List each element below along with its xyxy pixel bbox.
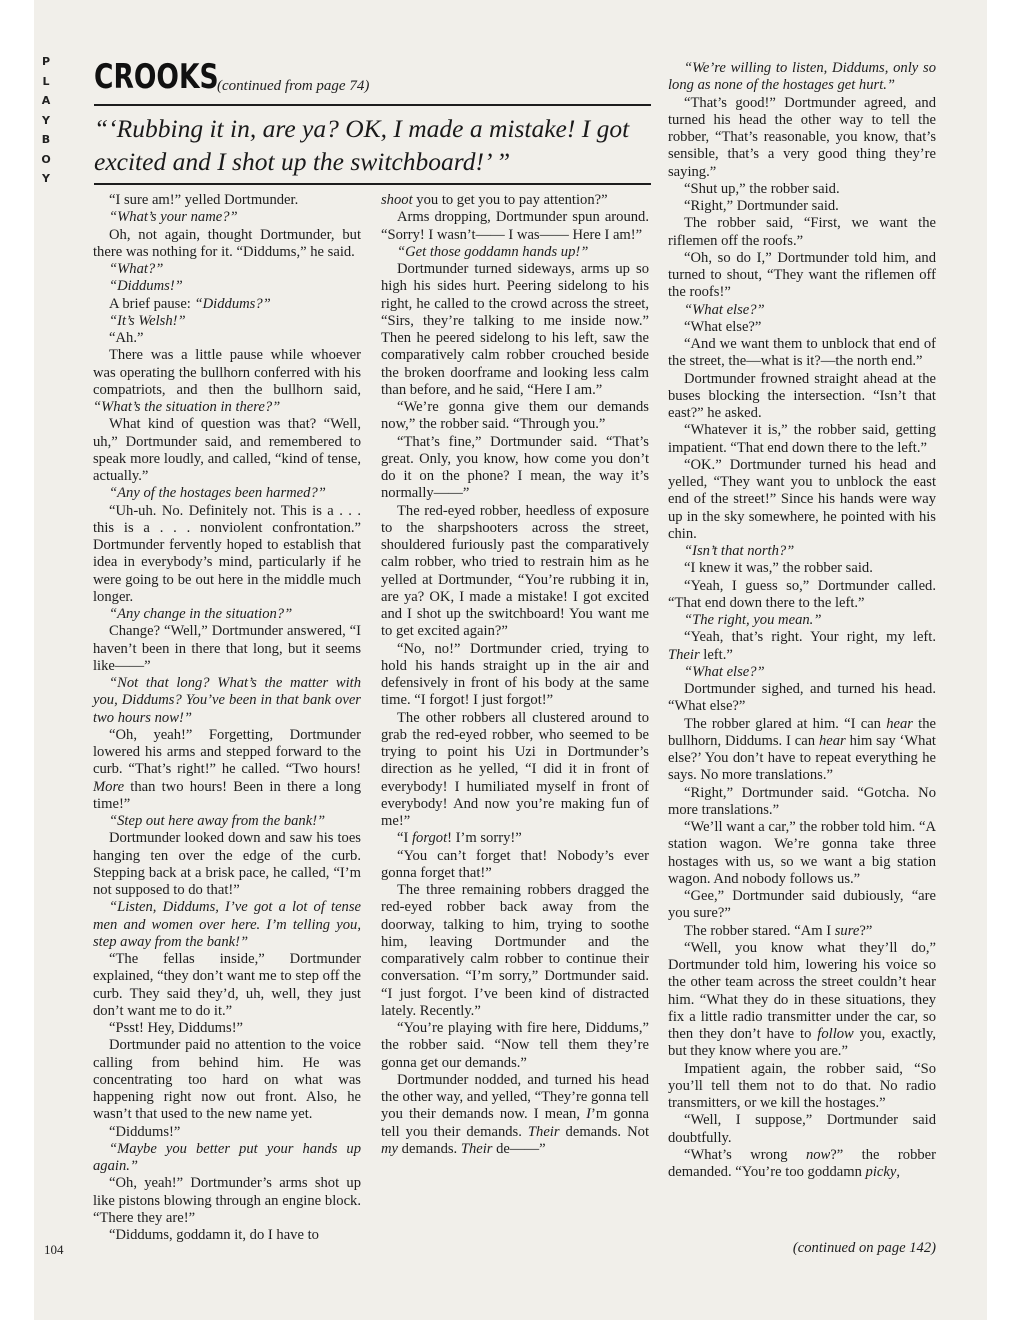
paragraph: “Right,” Dortmunder said. “Gotcha. No more translations.”: [668, 784, 936, 818]
paragraph: “Oh, so do I,” Dortmunder told him, and turned to shout, “They want the riflemen off the roofs!”: [668, 249, 936, 301]
pull-quote: “‘Rubbing it in, are ya? OK, I made a mistake! I got excited and I shot up the switchboard!’ ”: [94, 114, 630, 176]
paragraph: Oh, not again, thought Dortmunder, but there was nothing for it. “Diddums,” he said.: [93, 226, 361, 260]
running-head-letter: P: [41, 55, 51, 68]
pull-quote-rule: [94, 183, 651, 185]
paragraph: “Uh-uh. No. Definitely not. This is a . . . this is a . . . nonviolent confrontation.” Dortmunder fervently hoped to establish that idea in everybody’s mind, particularly if he were going to be out here in the middle much longer.: [93, 502, 361, 605]
paragraph: “Right,” Dortmunder said.: [684, 198, 839, 214]
paragraph: The robber said, “First, we want the riflemen off the roofs.”: [668, 215, 936, 249]
continued-to-note: (continued on page 142): [792, 1240, 936, 1256]
paragraph: The robber glared at him. “I can hear the bullhorn, Diddums. I can hear him say ‘What else?’ You don’t have to repeat everything he says. No more translations.”: [668, 715, 936, 784]
running-head-letter: B: [41, 133, 51, 146]
paragraph: “That’s good!” Dortmunder agreed, and turned his head the other way to tell the robber, “That’s reasonable, you know, that’s sensible, that’s a very good thing they’re saying.”: [668, 94, 936, 180]
paragraph: “I knew it was,” the robber said.: [684, 560, 873, 577]
paragraph: “Ah.”: [109, 330, 144, 346]
paragraph: “Isn’t that north?”: [684, 543, 795, 559]
running-head-letter: A: [41, 94, 51, 107]
text-column-2: [381, 192, 649, 1158]
paragraph: There was a little pause while whoever was operating the bullhorn conferred with his compatriots, and then the bullhorn said, “What’s the situation in there?”: [93, 347, 361, 415]
paragraph: Change? “Well,” Dortmunder answered, “I haven’t been in there that long, but it seems like——”: [93, 623, 361, 674]
paragraph: Dortmunder nodded, and turned his head the other way, and yelled, “They’re gonna tell you their demands now. I mean, I’m gonna tell you their demands. Their demands. Not my demands. Their de——”: [381, 1071, 649, 1157]
paragraph: “Not that long? What’s the matter with you, Diddums? You’ve been in that bank over two hours now!”: [93, 675, 361, 726]
paragraph: “What’s wrong now?” the robber demanded. “You’re too goddamn picky,: [668, 1146, 936, 1180]
paragraph: “The right, you mean.”: [684, 612, 822, 628]
paragraph: “We’re willing to listen, Diddums, only so long as none of the hostages get hurt.”: [668, 60, 936, 94]
paragraph: What kind of question was that? “Well, uh,” Dortmunder said, and remembered to speak more loudly, and called, “kind of tense, actually.”: [93, 416, 361, 484]
paragraph: The robber stared. “Am I sure?”: [684, 922, 873, 939]
paragraph: “And we want them to unblock that end of the street, the—what is it?—the north end.”: [668, 336, 936, 370]
paragraph: “Diddums, goddamn it, do I have to: [109, 1227, 319, 1243]
paragraph: “It’s Welsh!”: [109, 312, 186, 329]
paragraph: shoot you to get you to pay attention?”: [381, 192, 608, 208]
paragraph: “Diddums!”: [109, 278, 183, 295]
article-title: CROOKS: [94, 57, 219, 97]
paragraph: “Yeah, that’s right. Your right, my left. Their left.”: [668, 629, 936, 663]
paragraph: The other robbers all clustered around to grab the red-eyed robber, who seemed to be trying to point his Uzi in Dortmunder’s direction as he yelled, “I did it in front of everybody! I humiliated myself in front of everybody! And now you’re making fun of me!”: [381, 709, 649, 829]
text-column-1: [93, 192, 361, 1244]
paragraph: Dortmunder looked down and saw his toes hanging ten over the edge of the curb. Stepping back at a brisk pace, he called, “I’m not supposed to do that!”: [93, 830, 361, 898]
paragraph: Arms dropping, Dortmunder spun around. “Sorry! I wasn’t—— I was—— Here I am!”: [381, 209, 649, 243]
running-head: [37, 52, 55, 189]
paragraph: “I forgot! I’m sorry!”: [397, 830, 522, 847]
title-row: [94, 58, 649, 98]
paragraph: “What?”: [109, 261, 164, 277]
running-head-letter: Y: [42, 113, 50, 127]
paragraph: “Any change in the situation?”: [109, 606, 293, 622]
paragraph: “Whatever it is,” the robber said, getting impatient. “That end down there to the left.”: [668, 422, 936, 456]
running-head-letter: L: [42, 74, 50, 88]
paragraph: “Yeah, I guess so,” Dortmunder called. “That end down there to the left.”: [668, 577, 936, 611]
paragraph: Dortmunder turned sideways, arms up so high his sides hurt. Peering sidelong to his right, he called to the crowd across the street, “Sirs, they’re talking to me inside now.” Then he peered sidelong to his left, saw the comparatively calm robber crouched beside the broken doorframe and looking less calm than before, and he said, “Here I am.”: [381, 261, 649, 398]
paragraph: “OK.” Dortmunder turned his head and yelled, “They want you to unblock the east end of the street!” Since his hands were way up in the sky somewhere, he pointed with his chin.: [668, 456, 936, 542]
paragraph: “That’s fine,” Dortmunder said. “That’s great. Only, you know, how come you don’t do it on the phone? I mean, the way it’s normally——”: [381, 433, 649, 502]
paragraph: “I sure am!” yelled Dortmunder.: [109, 192, 299, 208]
paragraph: “Step out here away from the bank!”: [109, 813, 326, 829]
paragraph: “What else?”: [684, 318, 762, 335]
paragraph: “No, no!” Dortmunder cried, trying to hold his hands straight up in the air and defensively in front of his body at the same time. “I forgot! I just forgot!”: [381, 640, 649, 709]
paragraph: The three remaining robbers dragged the red-eyed robber back away from the doorway, talking to him, trying to soothe him, leaving Dortmunder and the comparatively calm robber to continue their conversation. “I’m sorry,” Dortmunder said. “I just forgot. I’ve been kind of distracted lately. Recently.”: [381, 882, 649, 1019]
paragraph: “Get those goddamn hands up!”: [397, 243, 589, 260]
paragraph: “What else?”: [684, 663, 765, 680]
text-column-3: [668, 60, 936, 1181]
paragraph: “Diddums!”: [109, 1123, 181, 1140]
paragraph: “Well, you know what they’ll do,” Dortmunder told him, lowering his voice so the other team across the street couldn’t hear him. “What they do in these situations, they fix a little radio transmitter under the car, so then they don’t have to follow you, exactly, but they know where you are.”: [668, 939, 937, 1060]
paragraph: “Listen, Diddums, I’ve got a lot of tense men and women over here. I’m telling you, step away from the bank!”: [93, 899, 361, 950]
paragraph: Dortmunder paid no attention to the voice calling from behind him. He was concentrating too hard on what was happening right now out front. Also, he wasn’t that used to the new name yet.: [93, 1037, 361, 1123]
paragraph: “Any of the hostages been harmed?”: [109, 485, 326, 502]
paragraph: A brief pause: “Diddums?”: [109, 295, 271, 312]
paragraph: Dortmunder sighed, and turned his head. “What else?”: [668, 681, 936, 715]
paragraph: “You’re playing with fire here, Diddums,” the robber said. “Now tell them they’re gonna get our demands.”: [381, 1020, 649, 1071]
paragraph: “What’s your name?”: [109, 209, 238, 226]
title-rule: [94, 104, 651, 106]
paragraph: “Gee,” Dortmunder said dubiously, “are you sure?”: [668, 888, 936, 922]
paragraph: “We’re gonna give them our demands now,” the robber said. “Through you.”: [381, 399, 649, 433]
continued-from-note: (continued from page 74): [217, 78, 370, 94]
paragraph: Dortmunder frowned straight ahead at the buses blocking the intersection. “Isn’t that east?” he asked.: [668, 370, 936, 421]
paragraph: “We’ll want a car,” the robber told him. “A station wagon. We’re gonna take three hostages with us, so we want a big station wagon. And nobody follows us.”: [668, 819, 936, 887]
running-head-letter: O: [41, 152, 51, 166]
paragraph: “You can’t forget that! Nobody’s ever gonna forget that!”: [381, 847, 649, 881]
paragraph: The red-eyed robber, heedless of exposure to the sharpshooters across the street, shouldered furiously past the comparatively calm robber, who tried to restrain him as he yelled at Dortmunder, “You’re rubbing it in, are ya? OK, I made a mistake! I got excited and I shot up the switchboard! You want me to get excited again?”: [381, 502, 649, 640]
paragraph: “What else?”: [684, 301, 765, 318]
paragraph: “Psst! Hey, Diddums!”: [109, 1020, 244, 1036]
paragraph: “Well, I suppose,” Dortmunder said doubtfully.: [668, 1112, 936, 1146]
paragraph: “Oh, yeah!” Forgetting, Dortmunder lowered his arms and stepped forward to the curb. “That’s right!” he called. “Two hours! More than two hours! Been in there a long time!”: [93, 726, 361, 812]
paragraph: “Maybe you better put your hands up again.”: [93, 1140, 361, 1174]
paragraph: “The fellas inside,” Dortmunder explained, “they don’t want me to step off the curb. They said they’d, uh, well, they just don’t want me to do it.”: [93, 951, 361, 1019]
running-head-letter: Y: [42, 172, 50, 185]
paragraph: Impatient again, the robber said, “So you’ll tell them not to do that. No radio transmitters, or we kill the hostages.”: [668, 1060, 936, 1111]
paragraph: “Oh, yeah!” Dortmunder’s arms shot up like pistons blowing through an engine block. “There they are!”: [93, 1175, 361, 1226]
paragraph: “Shut up,” the robber said.: [684, 180, 840, 197]
page-number: 104: [44, 1242, 64, 1257]
